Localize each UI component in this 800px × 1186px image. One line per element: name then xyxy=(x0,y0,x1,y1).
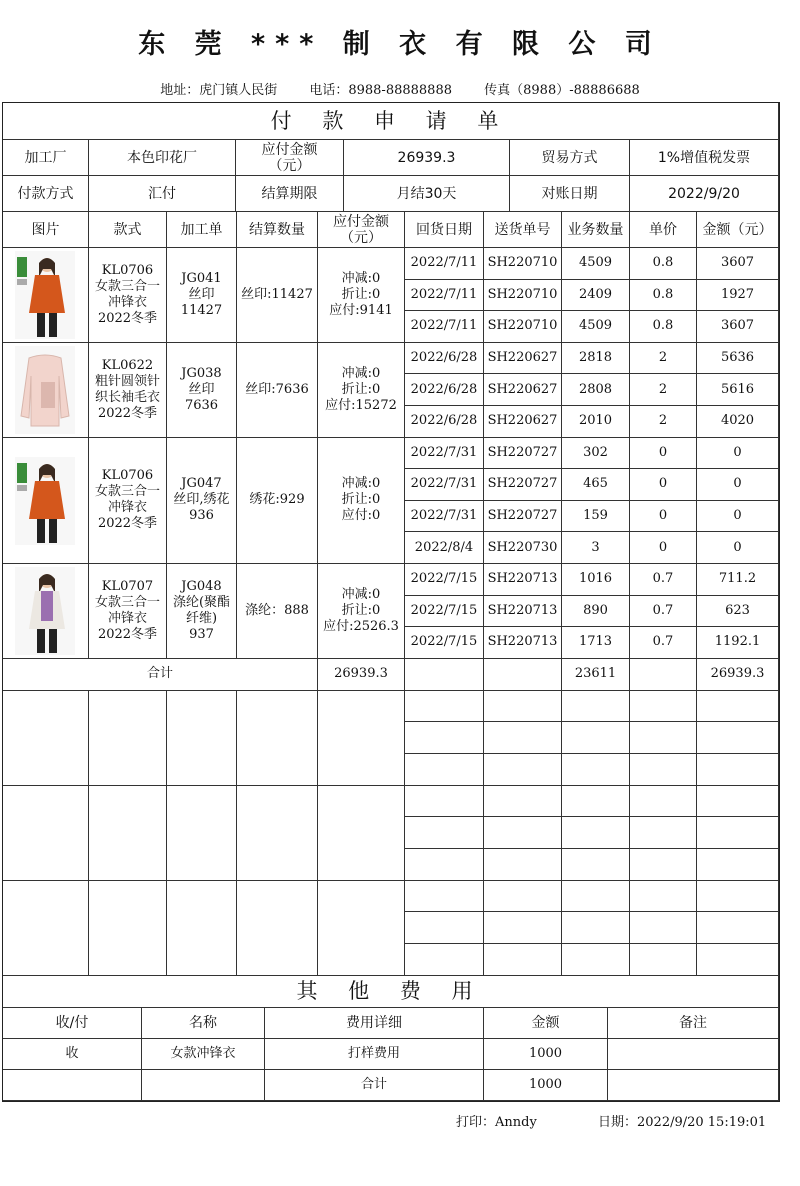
empty-cell xyxy=(405,817,484,849)
settle-qty-cell: 丝印:7636 xyxy=(237,343,318,438)
unit-price-cell: 0 xyxy=(630,532,697,564)
amount-cell: 5616 xyxy=(697,374,779,406)
business-qty-cell: 465 xyxy=(562,469,630,501)
column-header: 回货日期 xyxy=(405,212,484,248)
term-value: 月结30天 xyxy=(344,176,510,212)
empty-cell xyxy=(405,912,484,944)
empty-cell xyxy=(484,881,562,913)
orange-jacket-icon xyxy=(15,251,75,339)
amount-cell: 0 xyxy=(697,438,779,470)
empty-cell xyxy=(562,691,630,723)
empty-cell xyxy=(89,881,167,976)
empty-cell xyxy=(630,817,697,849)
empty-cell xyxy=(3,786,89,881)
other-fees-cell: 1000 xyxy=(484,1039,608,1070)
business-qty-cell: 4509 xyxy=(562,311,630,343)
other-fees-cell: 打样费用 xyxy=(265,1039,484,1070)
column-header: 图片 xyxy=(3,212,89,248)
business-qty-cell: 2808 xyxy=(562,374,630,406)
empty-cell xyxy=(3,691,89,786)
order-cell: JG038 丝印 7636 xyxy=(167,343,237,438)
empty-cell xyxy=(484,849,562,881)
amount-cell: 0 xyxy=(697,469,779,501)
recon-value: 2022/9/20 xyxy=(630,176,779,212)
empty-cell xyxy=(167,786,237,881)
phone: 电话：8988-88888888 xyxy=(309,83,452,98)
return-date-cell: 2022/7/15 xyxy=(405,564,484,596)
empty-cell xyxy=(484,659,562,691)
empty-cell xyxy=(484,691,562,723)
other-fees-header: 备注 xyxy=(608,1008,779,1039)
column-header: 加工单 xyxy=(167,212,237,248)
empty-cell xyxy=(562,722,630,754)
other-fees-cell xyxy=(142,1070,265,1101)
pay-method-value: 汇付 xyxy=(89,176,236,212)
unit-price-cell: 0.7 xyxy=(630,564,697,596)
return-date-cell: 2022/7/31 xyxy=(405,501,484,533)
settle-qty-cell: 丝印:11427 xyxy=(237,248,318,343)
trade-label: 贸易方式 xyxy=(510,140,630,176)
empty-cell xyxy=(484,722,562,754)
amount-cell: 711.2 xyxy=(697,564,779,596)
other-fees-header: 金额 xyxy=(484,1008,608,1039)
empty-cell xyxy=(484,754,562,786)
fax: 传真（8988）-88886688 xyxy=(484,83,640,98)
empty-cell xyxy=(562,881,630,913)
empty-cell xyxy=(697,817,779,849)
empty-cell xyxy=(484,912,562,944)
other-fees-header: 名称 xyxy=(142,1008,265,1039)
delivery-no-cell: SH220727 xyxy=(484,501,562,533)
empty-cell xyxy=(237,691,318,786)
payable-cell: 冲减:0 折让:0 应付:2526.3 xyxy=(318,564,405,659)
empty-cell xyxy=(318,691,405,786)
empty-cell xyxy=(484,944,562,976)
empty-cell xyxy=(405,786,484,818)
empty-cell xyxy=(562,754,630,786)
settle-qty-cell: 绣花:929 xyxy=(237,438,318,564)
empty-cell xyxy=(630,659,697,691)
empty-cell xyxy=(89,691,167,786)
amount-cell: 5636 xyxy=(697,343,779,375)
unit-price-cell: 0 xyxy=(630,469,697,501)
empty-cell xyxy=(562,786,630,818)
amount-label: 应付金额 （元） xyxy=(236,140,344,176)
business-qty-cell: 3 xyxy=(562,532,630,564)
amount-cell: 3607 xyxy=(697,311,779,343)
column-header: 送货单号 xyxy=(484,212,562,248)
style-cell: KL0706 女款三合一 冲锋衣 2022冬季 xyxy=(89,248,167,343)
amount-cell: 0 xyxy=(697,501,779,533)
business-qty-cell: 1016 xyxy=(562,564,630,596)
company-name: 东 莞 *** 制 衣 有 限 公 司 xyxy=(138,29,662,60)
column-header: 结算数量 xyxy=(237,212,318,248)
empty-cell xyxy=(405,754,484,786)
business-qty-cell: 2010 xyxy=(562,406,630,438)
empty-cell xyxy=(405,881,484,913)
empty-cell xyxy=(630,754,697,786)
delivery-no-cell: SH220627 xyxy=(484,406,562,438)
amount-cell: 1927 xyxy=(697,280,779,312)
delivery-no-cell: SH220627 xyxy=(484,343,562,375)
delivery-no-cell: SH220710 xyxy=(484,311,562,343)
business-qty-cell: 159 xyxy=(562,501,630,533)
unit-price-cell: 0.8 xyxy=(630,311,697,343)
unit-price-cell: 2 xyxy=(630,406,697,438)
amount-cell: 0 xyxy=(697,532,779,564)
return-date-cell: 2022/7/11 xyxy=(405,248,484,280)
address: 地址：虎门镇人民街 xyxy=(160,83,278,98)
factory-value: 本色印花厂 xyxy=(89,140,236,176)
empty-cell xyxy=(630,691,697,723)
empty-cell xyxy=(484,786,562,818)
column-header: 款式 xyxy=(89,212,167,248)
pink-sweater-icon xyxy=(15,346,75,434)
total-label: 合计 xyxy=(3,659,318,691)
return-date-cell: 2022/7/15 xyxy=(405,627,484,659)
delivery-no-cell: SH220710 xyxy=(484,248,562,280)
delivery-no-cell: SH220727 xyxy=(484,469,562,501)
other-fees-title: 其 他 费 用 xyxy=(3,976,779,1008)
orange-jacket-icon xyxy=(15,457,75,545)
payment-form xyxy=(2,102,780,1102)
amount-value: 26939.3 xyxy=(344,140,510,176)
business-qty-cell: 890 xyxy=(562,596,630,628)
business-qty-cell: 2409 xyxy=(562,280,630,312)
settle-qty-cell: 涤纶：888 xyxy=(237,564,318,659)
other-fees-cell: 合计 xyxy=(265,1070,484,1101)
business-qty-cell: 2818 xyxy=(562,343,630,375)
amount-cell: 4020 xyxy=(697,406,779,438)
empty-cell xyxy=(167,691,237,786)
style-cell: KL0622 粗针圆领针 织长袖毛衣 2022冬季 xyxy=(89,343,167,438)
empty-cell xyxy=(697,786,779,818)
unit-price-cell: 0.8 xyxy=(630,248,697,280)
contact-line xyxy=(0,79,800,98)
return-date-cell: 2022/7/11 xyxy=(405,311,484,343)
business-qty-cell: 302 xyxy=(562,438,630,470)
payable-cell: 冲减:0 折让:0 应付:9141 xyxy=(318,248,405,343)
amount-cell: 3607 xyxy=(697,248,779,280)
unit-price-cell: 0 xyxy=(630,501,697,533)
unit-price-cell: 2 xyxy=(630,343,697,375)
empty-cell xyxy=(697,912,779,944)
other-fees-header: 费用详细 xyxy=(265,1008,484,1039)
empty-cell xyxy=(697,691,779,723)
empty-cell xyxy=(405,659,484,691)
total-qty: 23611 xyxy=(562,659,630,691)
order-cell: JG048 涤纶(聚酯 纤维) 937 xyxy=(167,564,237,659)
order-cell: JG041 丝印 11427 xyxy=(167,248,237,343)
delivery-no-cell: SH220713 xyxy=(484,627,562,659)
delivery-no-cell: SH220710 xyxy=(484,280,562,312)
recon-label: 对账日期 xyxy=(510,176,630,212)
white-jacket-icon xyxy=(15,567,75,655)
other-fees-header: 收/付 xyxy=(3,1008,142,1039)
other-fees-cell xyxy=(608,1039,779,1070)
empty-cell xyxy=(697,849,779,881)
print-date: 日期：2022/9/20 15:19:01 xyxy=(598,1115,767,1130)
empty-cell xyxy=(697,944,779,976)
empty-cell xyxy=(3,881,89,976)
order-cell: JG047 丝印,绣花 936 xyxy=(167,438,237,564)
empty-cell xyxy=(562,944,630,976)
other-fees-cell: 收 xyxy=(3,1039,142,1070)
delivery-no-cell: SH220713 xyxy=(484,564,562,596)
style-cell: KL0706 女款三合一 冲锋衣 2022冬季 xyxy=(89,438,167,564)
delivery-no-cell: SH220727 xyxy=(484,438,562,470)
empty-cell xyxy=(562,817,630,849)
pay-method-label: 付款方式 xyxy=(3,176,89,212)
other-fees-cell xyxy=(3,1070,142,1101)
unit-price-cell: 2 xyxy=(630,374,697,406)
other-fees-cell: 女款冲锋衣 xyxy=(142,1039,265,1070)
empty-cell xyxy=(630,912,697,944)
return-date-cell: 2022/7/31 xyxy=(405,469,484,501)
empty-cell xyxy=(697,722,779,754)
other-fees-cell xyxy=(608,1070,779,1101)
return-date-cell: 2022/7/31 xyxy=(405,438,484,470)
empty-cell xyxy=(405,691,484,723)
empty-cell xyxy=(167,881,237,976)
column-header: 单价 xyxy=(630,212,697,248)
return-date-cell: 2022/6/28 xyxy=(405,406,484,438)
form-title: 付 款 申 请 单 xyxy=(3,103,779,140)
unit-price-cell: 0.7 xyxy=(630,627,697,659)
delivery-no-cell: SH220627 xyxy=(484,374,562,406)
empty-cell xyxy=(697,881,779,913)
business-qty-cell: 1713 xyxy=(562,627,630,659)
empty-cell xyxy=(630,944,697,976)
unit-price-cell: 0 xyxy=(630,438,697,470)
column-header: 金额（元） xyxy=(697,212,779,248)
empty-cell xyxy=(562,849,630,881)
return-date-cell: 2022/6/28 xyxy=(405,343,484,375)
return-date-cell: 2022/6/28 xyxy=(405,374,484,406)
payable-cell: 冲减:0 折让:0 应付:0 xyxy=(318,438,405,564)
printer-label: 打印：Anndy xyxy=(456,1115,537,1130)
payable-cell: 冲减:0 折让:0 应付:15272 xyxy=(318,343,405,438)
term-label: 结算期限 xyxy=(236,176,344,212)
column-header: 业务数量 xyxy=(562,212,630,248)
amount-cell: 623 xyxy=(697,596,779,628)
return-date-cell: 2022/7/15 xyxy=(405,596,484,628)
unit-price-cell: 0.7 xyxy=(630,596,697,628)
total-amount: 26939.3 xyxy=(697,659,779,691)
empty-cell xyxy=(318,881,405,976)
empty-cell xyxy=(630,849,697,881)
business-qty-cell: 4509 xyxy=(562,248,630,280)
empty-cell xyxy=(484,817,562,849)
return-date-cell: 2022/7/11 xyxy=(405,280,484,312)
empty-cell xyxy=(405,722,484,754)
empty-cell xyxy=(237,786,318,881)
empty-cell xyxy=(318,786,405,881)
delivery-no-cell: SH220713 xyxy=(484,596,562,628)
empty-cell xyxy=(562,912,630,944)
other-fees-cell: 1000 xyxy=(484,1070,608,1101)
empty-cell xyxy=(237,881,318,976)
column-header: 应付金额 （元） xyxy=(318,212,405,248)
unit-price-cell: 0.8 xyxy=(630,280,697,312)
empty-cell xyxy=(630,881,697,913)
empty-cell xyxy=(630,786,697,818)
delivery-no-cell: SH220730 xyxy=(484,532,562,564)
style-cell: KL0707 女款三合一 冲锋衣 2022冬季 xyxy=(89,564,167,659)
trade-value: 1%增值税发票 xyxy=(630,140,779,176)
empty-cell xyxy=(630,722,697,754)
empty-cell xyxy=(697,754,779,786)
empty-cell xyxy=(89,786,167,881)
total-payable: 26939.3 xyxy=(318,659,405,691)
empty-cell xyxy=(405,849,484,881)
factory-label: 加工厂 xyxy=(3,140,89,176)
amount-cell: 1192.1 xyxy=(697,627,779,659)
return-date-cell: 2022/8/4 xyxy=(405,532,484,564)
empty-cell xyxy=(405,944,484,976)
